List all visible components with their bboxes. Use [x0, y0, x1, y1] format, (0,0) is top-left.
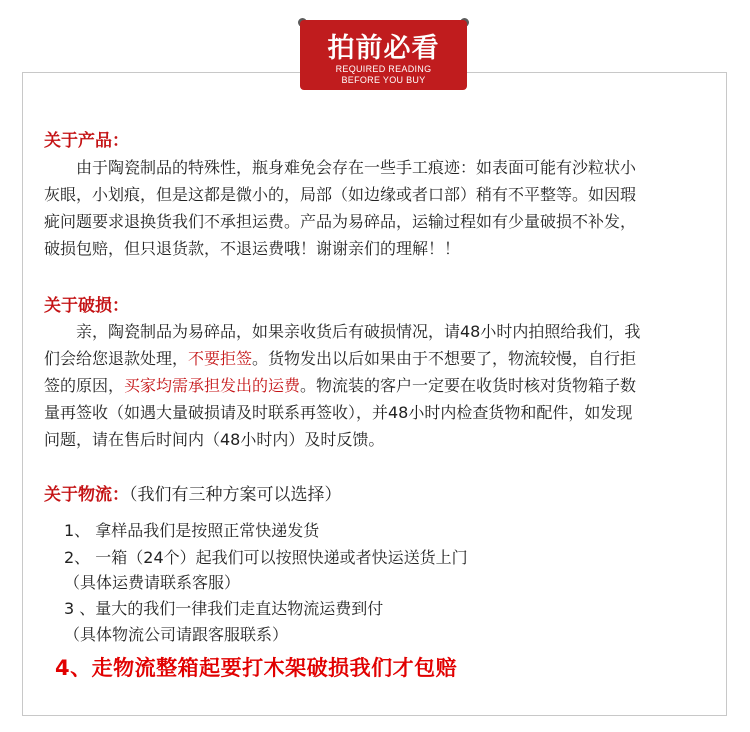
- logistics-item: 2、 一箱（24个）起我们可以按照快递或者快运送货上门: [64, 548, 468, 567]
- logistics-heading-note: （我们有三种方案可以选择）: [129, 485, 342, 505]
- wooden-crate-note: 4、走物流整箱起要打木架破损我们才包赔: [55, 656, 458, 680]
- product-line: 疵问题要求退换货我们不承担运费。产品为易碎品，运输过程如有少量破损不补发，: [44, 212, 637, 231]
- damage-line: 问题，请在售后时间内（48小时内）及时反馈。: [44, 430, 385, 449]
- logistics-item: 1、 拿样品我们是按照正常快递发货: [64, 521, 320, 540]
- logistics-heading: 关于物流：（我们有三种方案可以选择）: [44, 485, 342, 505]
- required-reading-badge: [300, 20, 467, 90]
- badge-subtitle-line1: REQUIRED READING: [335, 64, 432, 74]
- product-line: 灰眼，小划痕，但是这都是微小的，局部（如边缘或者口部）稍有不平整等。如因瑕: [44, 185, 637, 204]
- damage-line: 们会给您退款处理，不要拒签。货物发出以后如果由于不想要了，物流较慢，自行拒: [44, 349, 637, 368]
- product-line: 破损包赔，但只退货款，不退运费哦！谢谢亲们的理解！！: [44, 239, 461, 258]
- damage-heading: 关于破损：: [44, 296, 129, 316]
- product-paragraph: [44, 154, 716, 262]
- buyer-pays-shipping-note: 买家均需承担发出的运费: [124, 376, 301, 395]
- product-heading: 关于产品：: [44, 131, 129, 151]
- logistics-item: 3 、量大的我们一律我们走直达物流运费到付: [64, 599, 384, 618]
- no-refuse-note: 不要拒签: [188, 349, 253, 368]
- damage-line: 量再签收（如遇大量破损请及时联系再签收），并48小时内检查货物和配件，如发现: [44, 403, 633, 422]
- product-line: 由于陶瓷制品的特殊性，瓶身难免会存在一些手工痕迹：如表面可能有沙粒状小: [44, 158, 637, 177]
- logistics-item: （具体物流公司请跟客服联系）: [64, 625, 289, 644]
- damage-line: 亲，陶瓷制品为易碎品，如果亲收货后有破损情况，请48小时内拍照给我们，我: [44, 322, 641, 341]
- badge-subtitle-line2: BEFORE YOU BUY: [341, 75, 426, 85]
- badge-title: 拍前必看: [327, 33, 440, 64]
- damage-paragraph: [44, 318, 716, 453]
- damage-line: 签的原因，买家均需承担发出的运费。物流装的客户一定要在收货时核对货物箱子数: [44, 376, 637, 395]
- logistics-item: （具体运费请联系客服）: [64, 573, 241, 592]
